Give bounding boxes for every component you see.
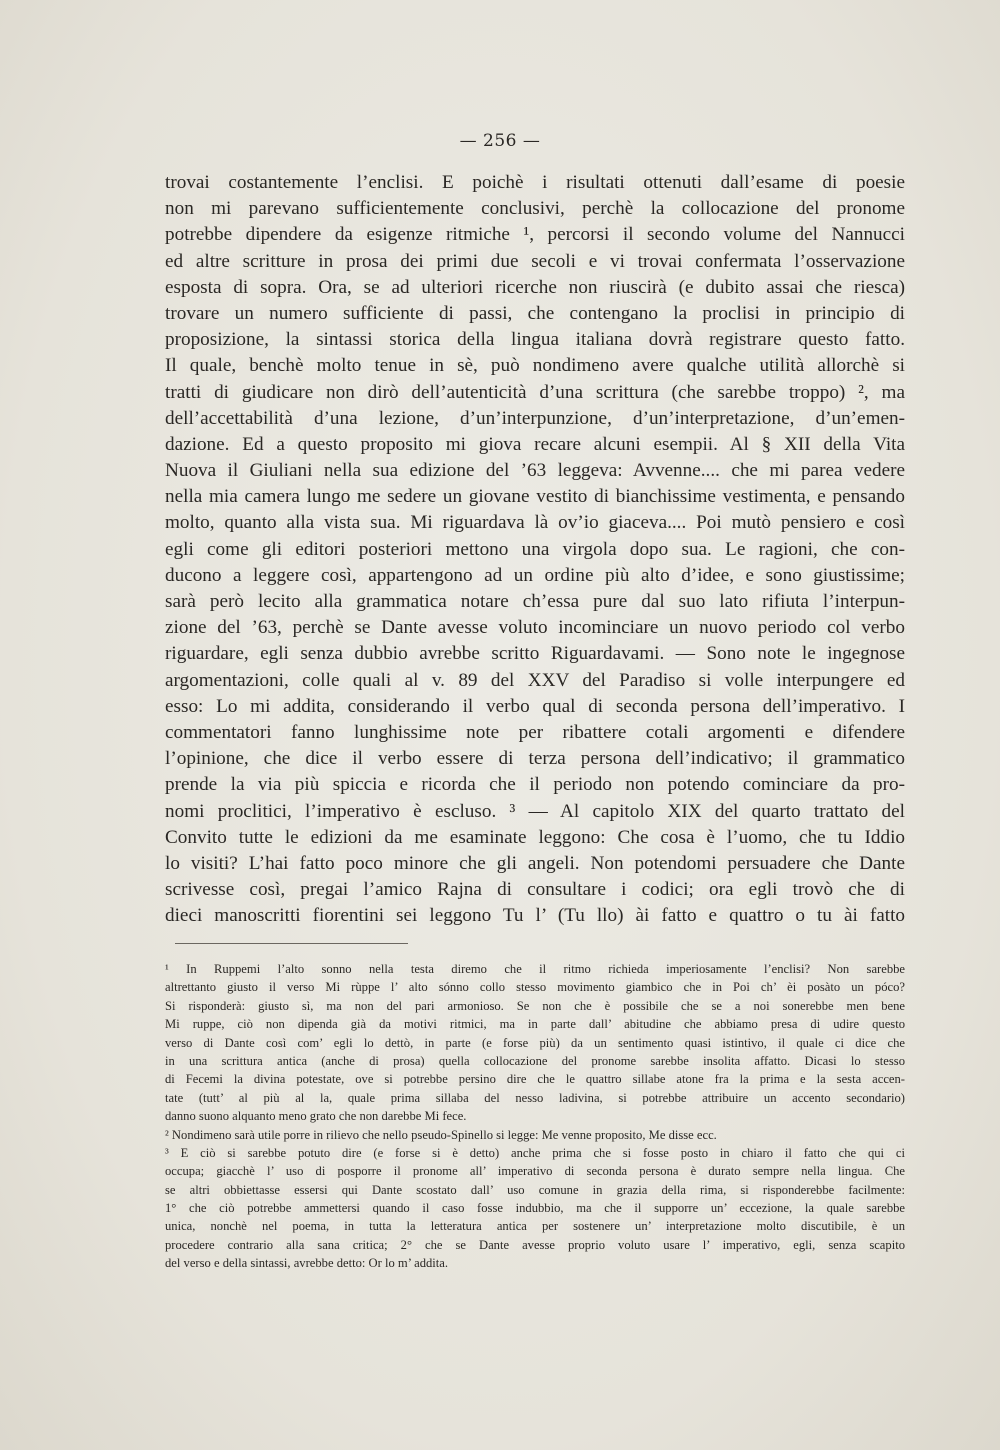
body-line: Il quale, benchè molto tenue in sè, può nondimeno avere qualche utilità allorchè si <box>165 355 905 377</box>
body-line: riguardare, egli senza dubbio avrebbe scritto Riguardavami. — Sono note le ingegnose <box>165 643 905 665</box>
footnote-line: Si risponderà: giusto sì, ma non del pari armonioso. Se non che è possibile che se a noi sonerebbe men bene <box>165 998 905 1013</box>
footnote-line: danno suono alquanto meno grato che non darebbe Mi fece. <box>165 1109 467 1124</box>
footnote-divider <box>175 943 408 944</box>
body-line: scrivesse così, pregai l’amico Rajna di consultare i codici; ora egli trovò che di <box>165 879 905 901</box>
body-line: nella mia camera lungo me sedere un giovane vestito di bianchissime vestimenta, e pensando <box>165 486 905 508</box>
body-line: sarà però lecito alla grammatica notare ch’essa pure dal suo lato rifiuta l’interpun- <box>165 591 905 612</box>
body-line: trovai costantemente l’enclisi. E poichè i risultati ottenuti dall’esame di poesie <box>165 172 905 193</box>
body-line: potrebbe dipendere da esigenze ritmiche ¹, percorsi il secondo volume del Nannucci <box>165 224 905 246</box>
footnote-line: ¹ In Ruppemi l’alto sonno nella testa diremo che il ritmo richieda imperiosamente l’enclisi? Non sarebbe <box>165 962 905 976</box>
body-line: proposizione, la sintassi storica della lingua italiana dovrà registrare questo fatto. <box>165 329 905 351</box>
body-line: trovare un numero sufficiente di passi, che contengano la proclisi in principio di <box>165 302 905 324</box>
body-line: lo visiti? L’hai fatto poco minore che gli angeli. Non potendomi persuadere che Dante <box>165 852 905 874</box>
footnote-line: verso di Dante così com’ egli lo dettò, in parte (e forse più) da un sentimento quasi istintivo, il quale ci dice che <box>165 1035 905 1050</box>
footnote-line: tate (tutt’ al più al la, quale prima sillaba del nesso ladivina, si potrebbe attribuire un accento secondario) <box>165 1090 905 1105</box>
body-line: dell’accettabilità d’una lezione, d’un’interpunzione, d’un’interpretazione, d’un’emen- <box>165 407 905 429</box>
footnote-line: altrettanto giusto il verso Mi rùppe l’ alto sónno collo stesso movimento giambico che in Poi ch’ èi posàto un póco? <box>165 980 905 995</box>
body-line: zione del ’63, perchè se Dante avesse voluto incominciare un nuovo periodo col verbo <box>165 617 905 639</box>
body-line: Convito tutte le edizioni da me esaminate leggono: Che cosa è l’uomo, che tu Iddio <box>165 826 905 848</box>
footnote-line: unica, nonchè nel poema, in tutta la letteratura antica per sostenere un’ interpretazione molto discutibile, è un <box>165 1219 905 1234</box>
body-line: non mi parevano sufficientemente conclusivi, perchè la collocazione del pronome <box>165 198 905 220</box>
footnotes <box>165 960 905 1273</box>
footnote-line: Mi ruppe, ciò non dipenda già da motivi ritmici, ma in parte dall’ abitudine che abbiamo presa di udire questo <box>165 1017 905 1032</box>
body-line: argomentazioni, colle quali al v. 89 del XXV del Paradiso si volle interpungere ed <box>165 669 905 691</box>
body-line: egli come gli editori posteriori mettono una virgola dopo sua. Le ragioni, che con- <box>165 538 905 560</box>
footnote-line: in una scrittura antica (anche di prosa) quella collocazione del pronome sarebbe insolita affatto. Dicasi lo stesso <box>165 1053 905 1068</box>
footnote-line: 1° che ciò potrebbe ammettersi quando il caso fosse indubbio, ma che il supporre un’ eccezione, la quale sarebbe <box>165 1201 905 1216</box>
body-line: ducono a leggere così, appartengono ad un ordine più alto d’idee, e sono giustissime; <box>165 564 905 586</box>
footnote-line: se altri obbiettasse essersi qui Dante scostato dall’ uso comune in grazia della rima, si risponderebbe facilmente: <box>165 1182 905 1197</box>
body-line: esso: Lo mi addita, considerando il verbo qual di seconda persona dell’imperativo. I <box>165 695 905 717</box>
body-line: Nuova il Giuliani nella sua edizione del ’63 leggeva: Avvenne.... che mi parea vedere <box>165 460 905 482</box>
body-line: ed altre scritture in prosa dei primi due secoli e vi trovai confermata l’osservazione <box>165 250 905 272</box>
body-line: commentatori fanno lunghissime note per ribattere cotali argomenti e difendere <box>165 721 905 743</box>
footnote-line: procedere contrario alla sana critica; 2° che se Dante avesse proprio voluto usare l’ imperativo, egli, senza scapito <box>165 1237 905 1252</box>
footnote-line: occupa; giacchè l’ uso di posporre il pronome all’ imperativo di seconda persona è durato sempre nella lingua. Che <box>165 1164 905 1179</box>
footnote-line: ² Nondimeno sarà utile porre in rilievo che nello pseudo-Spinello si legge: Me venne proposito, Me disse ecc. <box>165 1127 717 1142</box>
body-line: esposta di sopra. Ora, se ad ulteriori ricerche non riuscirà (e dubito assai che riesca) <box>165 276 905 298</box>
page-number: — 256 — <box>459 131 541 151</box>
footnote-line: del verso e della sintassi, avrebbe detto: Or lo m’ addita. <box>165 1256 449 1271</box>
body-line: dazione. Ed a questo proposito mi giova recare alcuni esempii. Al § XII della Vita <box>165 433 905 455</box>
body-line: nomi proclitici, l’imperativo è escluso. ³ — Al capitolo XIX del quarto trattato del <box>165 800 905 822</box>
footnote-line: di Fecemi la divina potestate, ove si potrebbe persino dire che le quattro sillabe atone fra la prima e la sesta accen- <box>165 1072 905 1087</box>
footnote-line: ³ E ciò si sarebbe potuto dire (e forse si è detto) anche prima che si fosse posto in chiaro il fatto che qui ci <box>165 1145 905 1160</box>
body-line: prende la via più spiccia e ricorda che il periodo non potendo cominciare da pro- <box>165 774 905 796</box>
body-line: l’opinione, che dice il verbo essere di terza persona dell’indicativo; il grammatico <box>165 748 905 770</box>
body-text <box>165 170 905 929</box>
body-line: tratti di giudicare non dirò dell’autenticità d’una scrittura (che sarebbe troppo) ², ma <box>165 381 905 403</box>
body-line: dieci manoscritti fiorentini sei leggono Tu l’ (Tu llo) ài fatto e quattro o tu ài fatto <box>165 905 905 927</box>
body-line: molto, quanto alla vista sua. Mi riguardava là ov’io giaceva.... Poi mutò pensiero e così <box>165 512 905 534</box>
